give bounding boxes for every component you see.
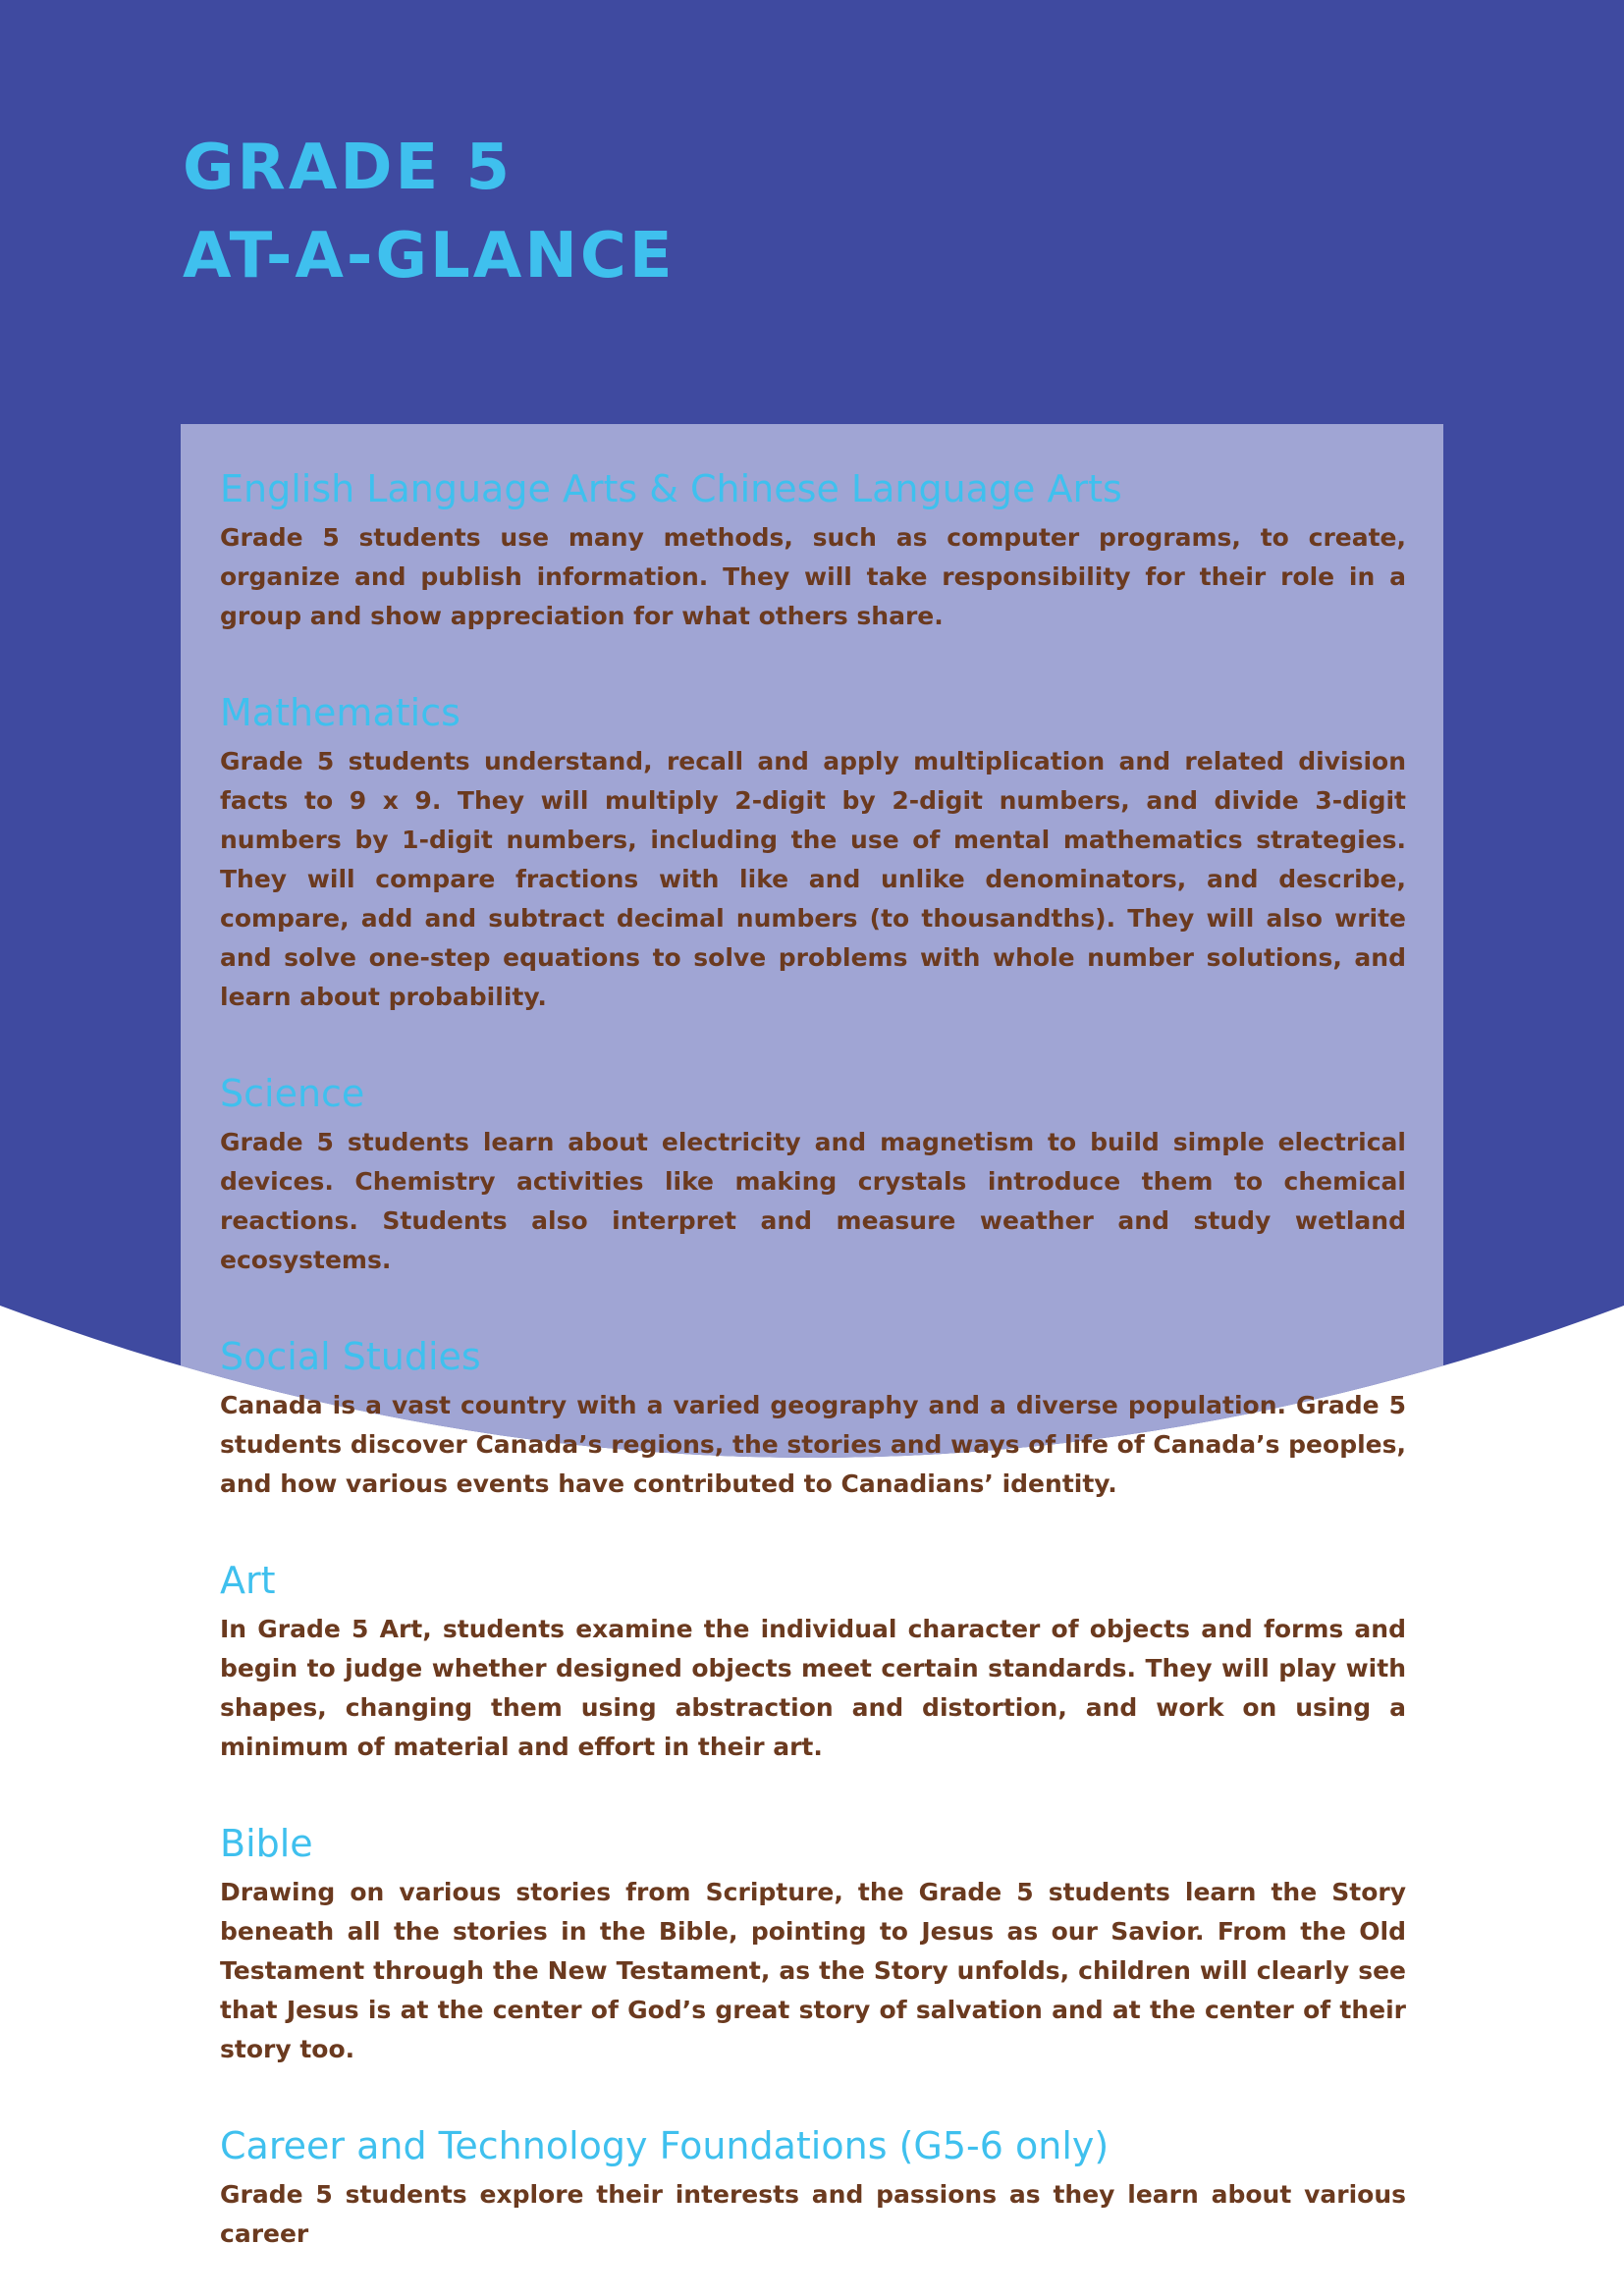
section-science — [220, 1066, 1406, 1280]
section-body: Grade 5 students understand, recall and apply multiplication and related division facts to 9 x 9. They will multiply 2-digit by 2-digit numbers, and divide 3-digit numbers by 1-digit numbers, including the use of mental mathematics strategies. They will compare fractions with like and unlike denominators, and describe, compare, add and subtract decimal numbers (to thousandths). They will also write and solve one-step equations to solve problems with whole number solutions, and learn about probability. — [220, 747, 1406, 1011]
section-social-studies — [220, 1329, 1406, 1504]
section-body: In Grade 5 Art, students examine the individual character of objects and forms and begin to judge whether designed objects meet certain standards. They will play with shapes, changing them using abstraction and distortion, and work on using a minimum of material and effort in their art. — [220, 1615, 1406, 1761]
section-heading: English Language Arts & Chinese Language Arts — [220, 467, 1122, 510]
section-body: Drawing on various stories from Scripture, the Grade 5 students learn the Story beneath all the stories in the Bible, pointing to Jesus as our Savior. From the Old Testament through the New Testament, as the Story unfolds, children will clearly see that Jesus is at the center of God’s great story of salvation and at the center of their story too. — [220, 1878, 1406, 2063]
section-heading: Social Studies — [220, 1335, 481, 1378]
section-body: Grade 5 students use many methods, such as computer programs, to create, organize and publish information. They will take responsibility for their role in a group and show appreciation for what others share. — [220, 523, 1406, 630]
page-title — [183, 124, 676, 300]
page-title-line-2: AT-A-GLANCE — [183, 220, 676, 293]
section-body: Grade 5 students learn about electricity and magnetism to build simple electrical devices. Chemistry activities like making crystals introduce them to chemical reactions. Students also interpret and measure weather and study wetland ecosystems. — [220, 1128, 1406, 1274]
section-mathematics — [220, 685, 1406, 1017]
section-body: Grade 5 students explore their interests and passions as they learn about various career — [220, 2180, 1406, 2248]
section-language-arts — [220, 461, 1406, 636]
section-art — [220, 1553, 1406, 1767]
section-heading: Bible — [220, 1822, 313, 1865]
section-heading: Mathematics — [220, 691, 460, 734]
section-career-technology — [220, 2118, 1406, 2254]
section-bible — [220, 1816, 1406, 2069]
section-body: Canada is a vast country with a varied geography and a diverse population. Grade 5 students discover Canada’s regions, the stories and ways of life of Canada’s peoples, and how various events have contributed to Canadians’ identity. — [220, 1391, 1406, 1498]
subject-list — [220, 461, 1406, 2296]
section-heading: Career and Technology Foundations (G5-6 only) — [220, 2124, 1110, 2167]
page-title-line-1: GRADE 5 — [183, 132, 513, 204]
section-heading: Science — [220, 1072, 365, 1115]
section-heading: Art — [220, 1559, 276, 1602]
